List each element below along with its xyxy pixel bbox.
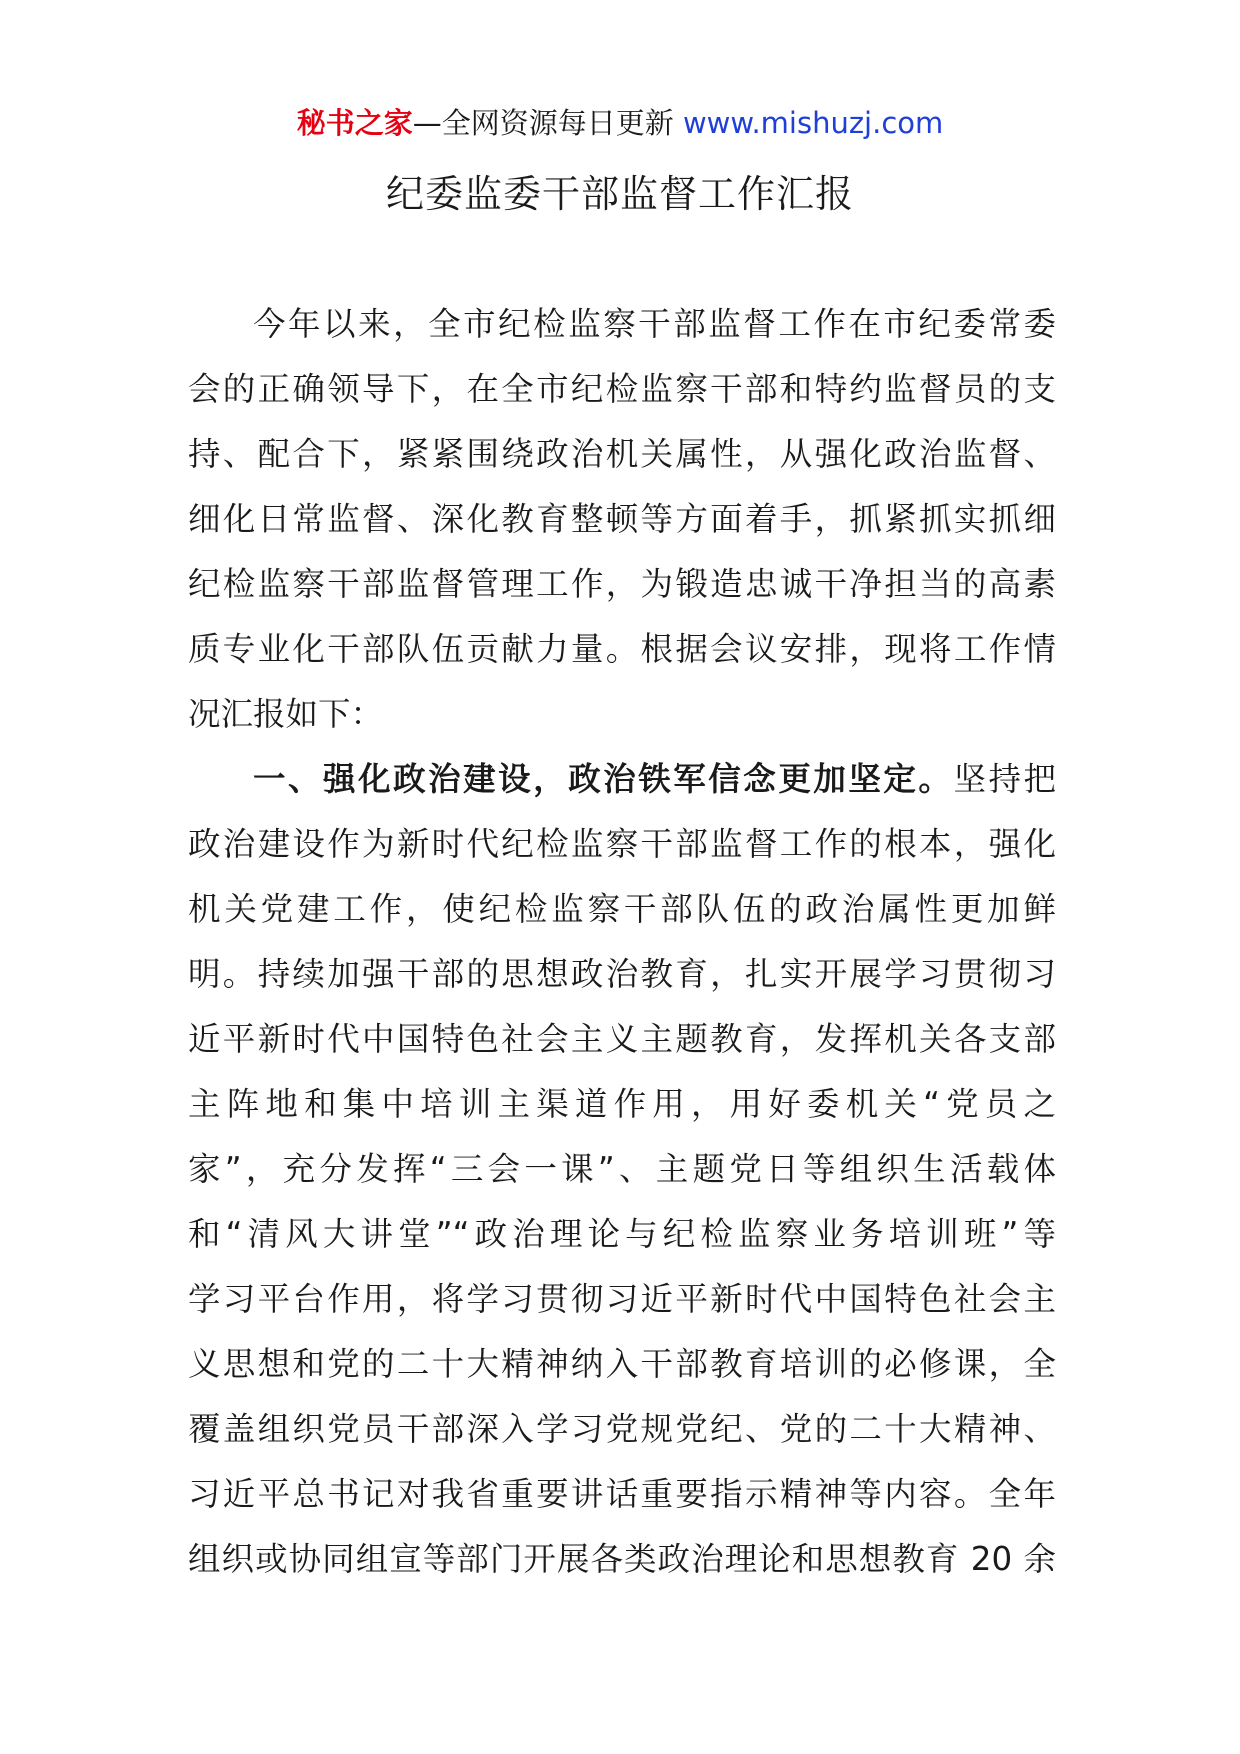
site-header [0,100,1240,146]
paragraph-section-one [188,747,1056,1592]
text-line: 主阵地和集中培训主渠道作用，用好委机关“党员之 [188,1085,1056,1123]
text-line: 义思想和党的二十大精神纳入干部教育培训的必修课，全 [188,1345,1056,1383]
section-heading-rest: 坚持把 [953,760,1056,798]
text-line: 今年以来，全市纪检监察干部监督工作在市纪委常委 [253,305,1056,343]
text-line: 学习平台作用，将学习贯彻习近平新时代中国特色社会主 [188,1280,1056,1318]
text-line: 政治建设作为新时代纪检监察干部监督工作的根本，强化 [188,825,1056,863]
section-heading: 一、强化政治建设，政治铁军信念更加坚定。 [253,760,954,798]
text-line: 机关党建工作，使纪检监察干部队伍的政治属性更加鲜 [188,890,1056,928]
text-line: 习近平总书记对我省重要讲话重要指示精神等内容。全年 [188,1475,1056,1513]
text-line: 细化日常监督、深化教育整顿等方面着手，抓紧抓实抓细 [188,500,1056,538]
section-first-line [188,747,1056,812]
text-line: 纪检监察干部监督管理工作，为锻造忠诚干净担当的高素 [188,565,1056,603]
header-tagline: —全网资源每日更新 [412,106,683,140]
document-body [188,292,1056,1592]
text-line: 持、配合下，紧紧围绕政治机关属性，从强化政治监督、 [188,435,1056,473]
document-title: 纪委监委干部监督工作汇报 [385,172,854,216]
brand-name: 秘书之家 [296,106,413,140]
text-line: 家”，充分发挥“三会一课”、主题党日等组织生活载体 [188,1150,1056,1188]
site-url-link[interactable]: www.mishuzj.com [682,106,944,140]
text-line: 近平新时代中国特色社会主义主题教育，发挥机关各支部 [188,1020,1056,1058]
paragraph-intro [188,292,1056,747]
text-line: 会的正确领导下，在全市纪检监察干部和特约监督员的支 [188,370,1056,408]
text-line: 组织或协同组宣等部门开展各类政治理论和思想教育 20 余 [188,1540,1056,1578]
text-line: 质专业化干部队伍贡献力量。根据会议安排，现将工作情 [188,630,1056,668]
text-line: 和“清风大讲堂”“政治理论与纪检监察业务培训班”等 [188,1215,1056,1253]
text-line: 明。持续加强干部的思想政治教育，扎实开展学习贯彻习 [188,955,1056,993]
text-line: 况汇报如下： [188,695,384,733]
text-line: 覆盖组织党员干部深入学习党规党纪、党的二十大精神、 [188,1410,1056,1448]
